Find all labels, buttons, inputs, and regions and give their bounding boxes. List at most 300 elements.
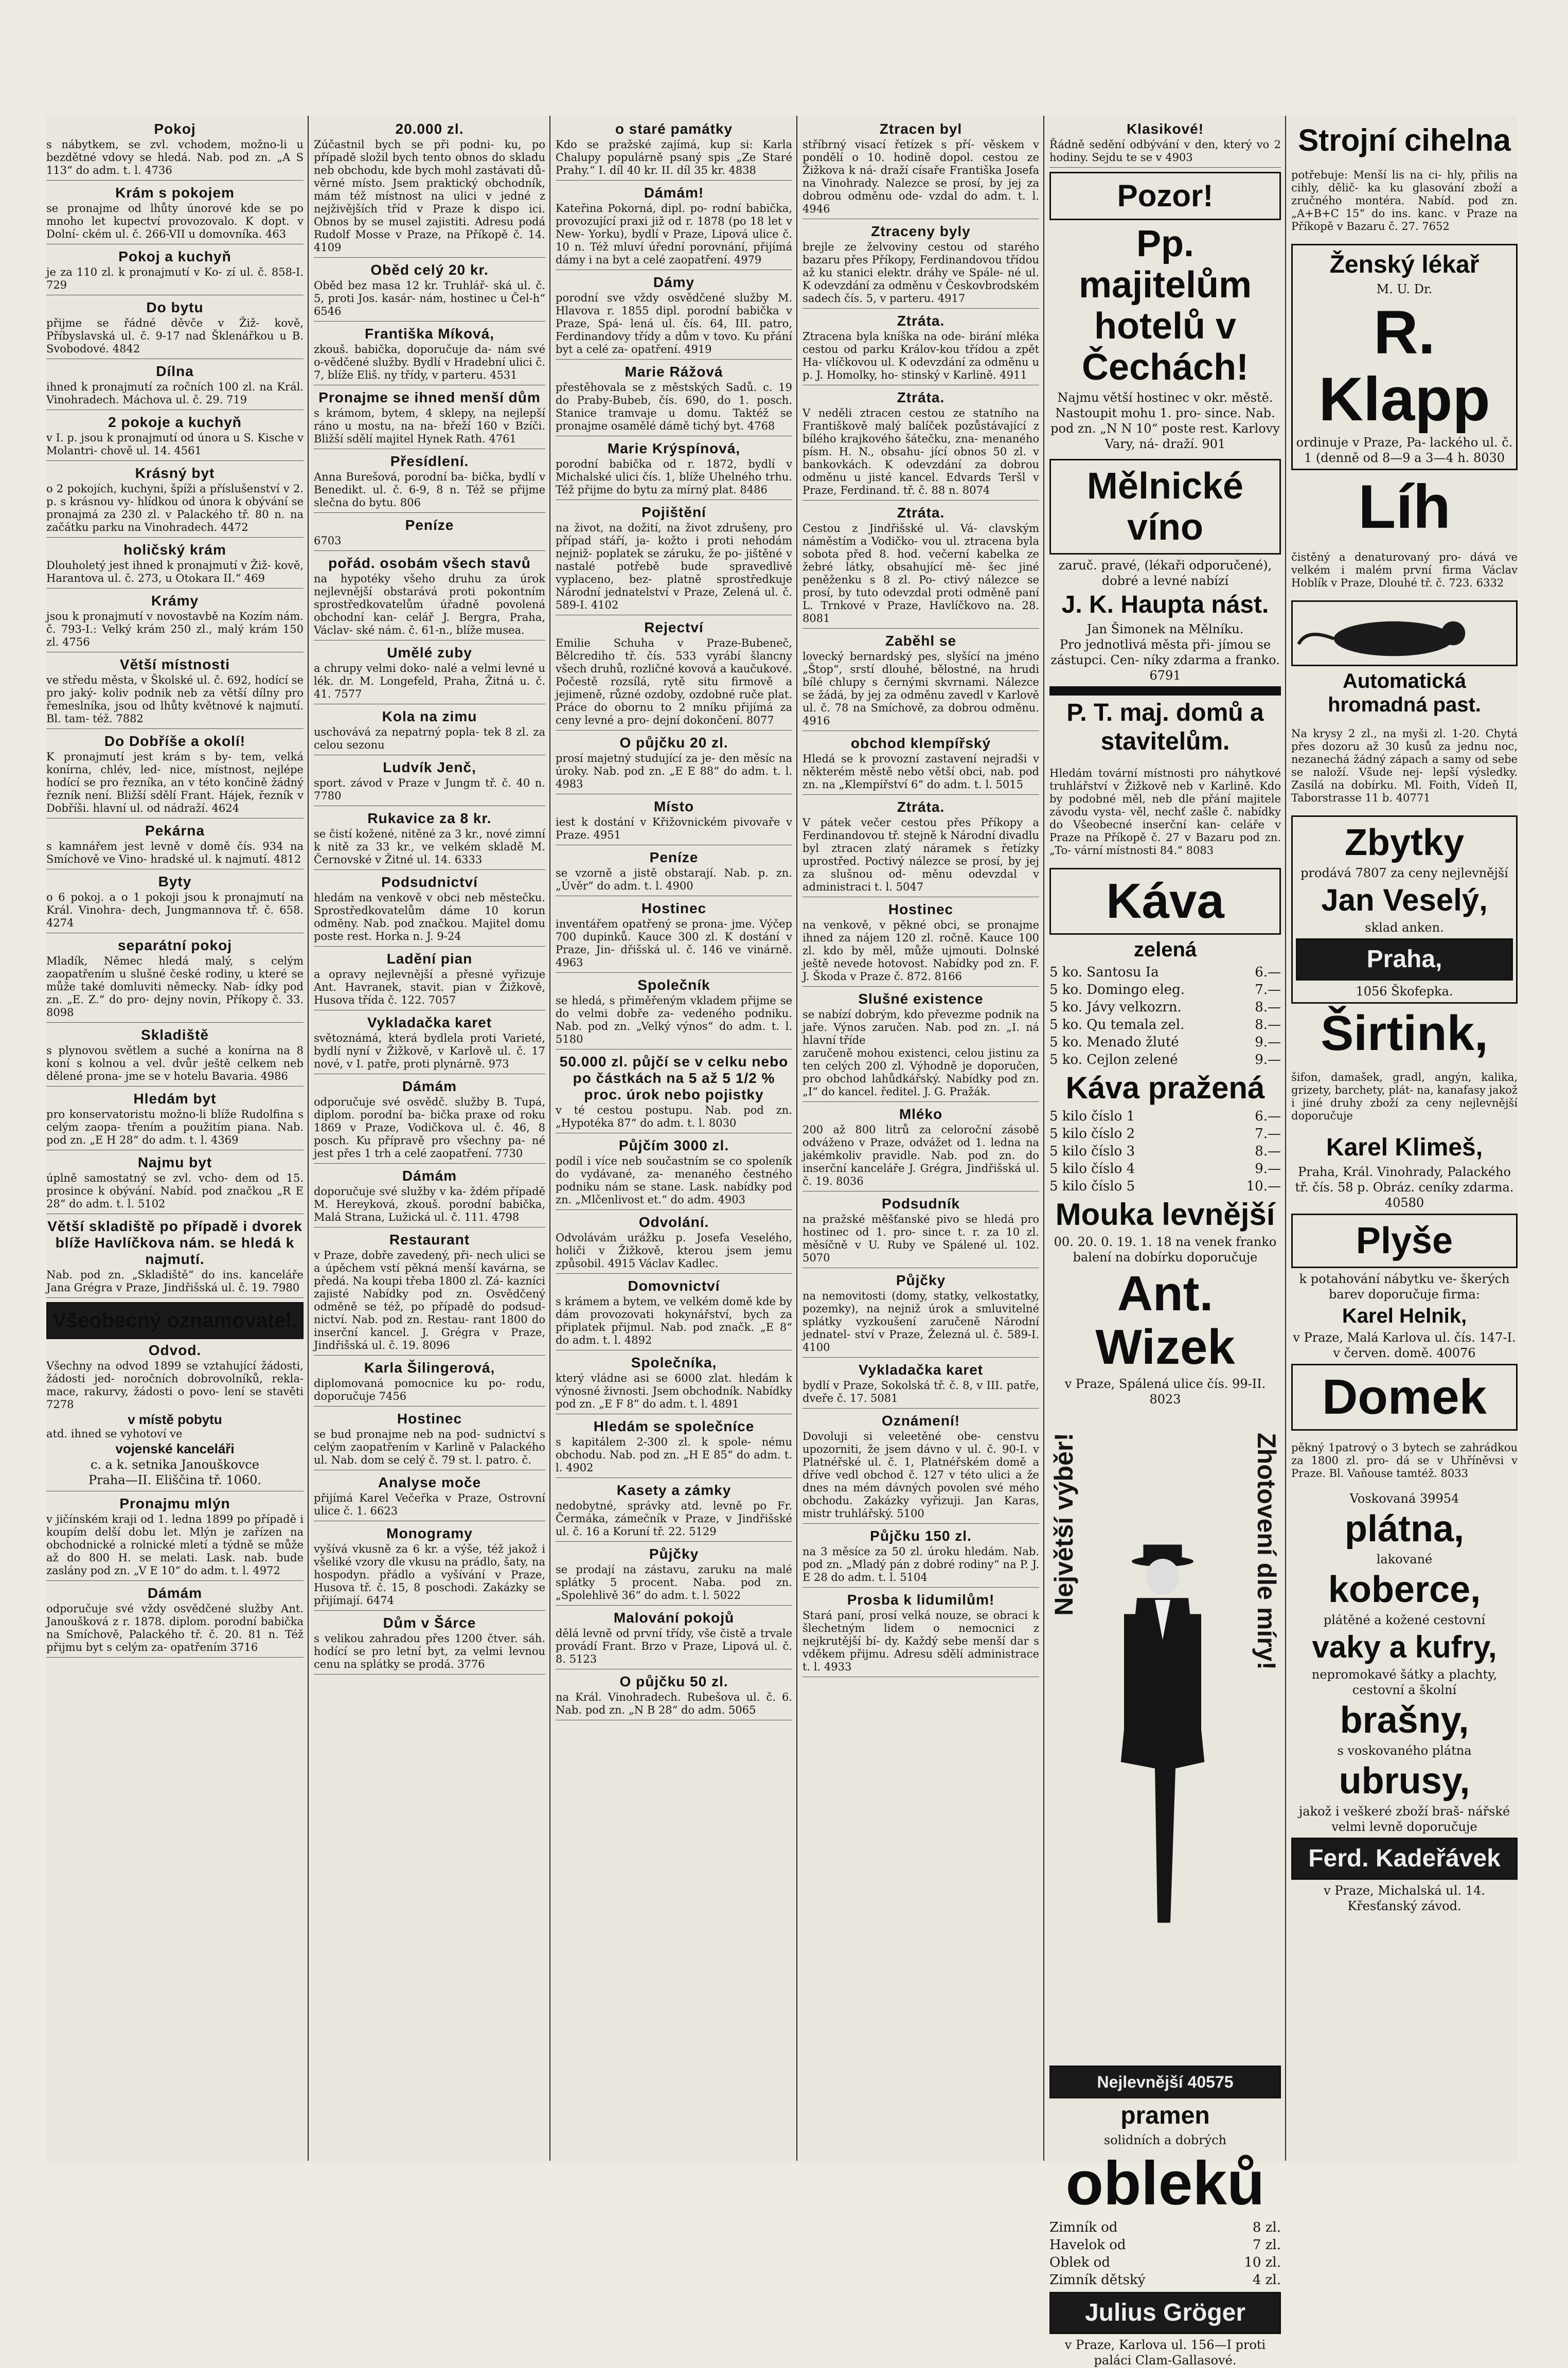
ad-text: stříbrný visací řetízek s pří- věskem v pondělí o 10. hodině dopol. cestou ze Žižkova k ná- draží císaře Františka Josefa na Vinohrady. Nalezce se prosí, by jej za dobrou odměnu ode- vzdal do adm. t. l. 4946: [803, 138, 1039, 215]
agency-banner: [46, 1302, 304, 1339]
ad-text: s krámom, bytem, 4 sklepy, na nejlepší ráno u mostu, na na- břeží 160 v Bzíči. Bližší sdělí majitel Hynek Rath. 4761: [314, 407, 545, 445]
ad-text: v I. p. jsou k pronajmutí od února u S. Kische v Molantri- chově ul. 14. 4561: [46, 432, 304, 457]
ad-text: s nábytkem, se zvl. vchodem, možno-li u bezdětné vdovy se hledá. Nab. pod zn. „A S 113“ do adm. t. l. 4736: [46, 138, 304, 176]
item-price: 8.—: [1255, 1000, 1281, 1015]
clothes-price-list: [1049, 2219, 1281, 2289]
ad-title: O půjčku 50 zl.: [619, 1673, 728, 1689]
ad-text: Odvolávám urážku p. Josefa Veselého, holiči v Žižkově, kterou jsem jemu způsobil. 4915 Václav Kadlec.: [556, 1232, 792, 1270]
ad-title: Vykladačka karet: [858, 1362, 984, 1378]
ad-title: Prosba k lidumilům!: [847, 1592, 995, 1608]
classified-ad: [46, 542, 304, 589]
ad-text: uschovává za nepatrný popla- tek 8 zl. za celou sezonu: [314, 726, 545, 751]
classified-ad: [556, 619, 792, 731]
ad-title: Dámy: [653, 274, 695, 290]
classified-ad: [803, 799, 1039, 897]
ad-text: Nab. pod zn. „Skladiště“ do ins. kanceláře Jana Grégra v Praze, Jindřišská ul. č. 19. 7980: [46, 1269, 304, 1294]
doctor-title: Ženský lékař: [1329, 251, 1480, 278]
ad-text: Kdo se pražské zajímá, kup si: Karla Chalupy populárně psaný spis „Ze Staré Prahy.“ I. díl 40 kr. II. díl 35 kr. 4838: [556, 138, 792, 176]
ad-title: Větší skladiště po případě i dvorek blíže Havlíčkova nám. se hledá k najmutí.: [47, 1218, 302, 1267]
ad-title: Byty: [158, 874, 192, 889]
classified-ad: [314, 1014, 545, 1074]
classified-ad: [46, 121, 304, 181]
ad-text: v té cestou postupu. Nab. pod zn. „Hypotéka 87“ do adm. t. l. 8030: [556, 1104, 792, 1129]
coffee-row: [1049, 981, 1281, 999]
item-price: 7 zl.: [1252, 2237, 1281, 2253]
koberce-pre: lakované: [1376, 1552, 1433, 1566]
classified-ad: [314, 326, 545, 385]
ad-title: Oběd celý 20 kr.: [370, 262, 489, 278]
ad-text: o 6 pokoj. a o 1 pokoji jsou k pronajmutí na Král. Vinohra- dech, Jungmannova tř. č. 658. 4274: [46, 891, 304, 929]
ad-text: nedobytné, správky atd. levně po Fr. Čermáka, zámečník v Praze, v Jindřišské ul. č. 16 a Koruní tř. 22. 5129: [556, 1500, 792, 1538]
platna-pre: Voskovaná 39954: [1349, 1491, 1459, 1506]
ad-text: 200 až 800 litrů za celoroční zásobě odváženo v Praze, odvážet od 1. ledna na jakémkoliv pravidle. Nab. pod zn. do inserční kanceláře J. Grégra, Jindřišská ul. č. 19. 8036: [803, 1124, 1039, 1187]
ad-title: Hostinec: [888, 901, 954, 917]
ad-title: Dámám: [147, 1585, 203, 1601]
ad-title: Oznámení!: [881, 1413, 960, 1429]
ad-title: Krásný byt: [135, 465, 215, 481]
column-rule: [1043, 116, 1044, 2161]
ad-text: na pražské měšťanské pivo se hledá pro hostinec od 1. pro- since t. r. za 10 zl. měsíčně v U. Ruby ve Spálené ul. 102. 5070: [803, 1213, 1039, 1264]
ad-title: Odvolání.: [638, 1214, 709, 1230]
ad-text: s krámem a bytem, ve velkém domě kde by dám provozovati hokynářství, bych za připlatek přijmul. Nab. pod značk. „E 8“ do adm. t. l. 4892: [556, 1295, 792, 1346]
brick-heading: Strojní cihelna: [1298, 123, 1511, 157]
classified-ad: [314, 1232, 545, 1356]
roast-row: [1049, 1125, 1281, 1143]
ad-title: Marie Rážová: [625, 364, 723, 380]
ad-title: Monogramy: [386, 1525, 473, 1541]
classified-ad: [556, 1278, 792, 1350]
ad-title: Karla Šilingerová,: [364, 1360, 495, 1376]
classified-ad: [556, 1610, 792, 1669]
ad-title: Ztráta.: [897, 799, 945, 815]
divider: [1049, 686, 1281, 696]
ad-title: Půjčky: [896, 1272, 946, 1288]
zbytky-sub: prodává 7807 za ceny nejlevnější: [1300, 866, 1508, 880]
ad-title: 20.000 zl.: [395, 121, 464, 137]
clothes-cheap: Nejlevnější 40575: [1097, 2073, 1234, 2091]
ad-title: Krám s pokojem: [115, 185, 235, 201]
clothing-slogan-right: Zhotovení dle míry!: [1252, 1433, 1281, 1670]
ad-title: Pokoj: [154, 121, 196, 137]
classified-ad: [314, 645, 545, 704]
ad-text: na hypotéky všeho druhu za úrok nejlevnější obstarává proti pokontním sprostředkovatelům úřadně povolená obchodní kan- celář J. Bergra, Praha, Václav- ské nám. č. 61-n., blíže musea.: [314, 573, 545, 636]
coffee-row: [1049, 1034, 1281, 1051]
item-price: 6.—: [1255, 965, 1281, 980]
classified-ad: [46, 656, 304, 729]
ad-text: v Praze, dobře zavedený, při- nech ulici se a úpěchem vstí pěkná menší kavárna, se předá. Na koupi třeba 1800 zl. Zá- kazníci zajisté Nabídky pod zn. Osvědčený odměně se též, po případě do podsud- nictví. Nab. pod zn. Restau- rant 1800 do inserční kancel. J. Grégra v Praze, Jindřišská ul. č. 19. 8096: [314, 1249, 545, 1351]
ad-text: se čistí kožené, nitěné za 3 kr., nové zimní k nitě za 33 kr., ve velkém skladě M. Černovské v Žitné ul. 14. 6333: [314, 828, 545, 866]
kad-text: jakož i veškeré zboží braš- nářské velmi levně doporučuje: [1298, 1804, 1510, 1834]
classified-ad: [46, 1027, 304, 1087]
vesely-name: Jan Veselý,: [1321, 883, 1488, 917]
classified-ad: [803, 991, 1039, 1102]
wine-company: J. K. Haupta nást.: [1061, 591, 1269, 618]
classified-ad: [46, 299, 304, 359]
classified-ad: [46, 937, 304, 1023]
ad-text: zaručeně mohou existenci, celou jistinu za ten celých 200 zl. Výhodně je doporučen, pro obchod lahůdkářský. Nabídky pod zn. „I“ do kancel. ředitel. J. G. Pražák.: [803, 1047, 1039, 1098]
item-label: 5 kilo číslo 2: [1049, 1126, 1135, 1142]
ad-text: odporučuje své vždy osvědčené služby Ant. Janoušková z r. 1878. diplom. porodní babička na Smíchově, Palackého tř. č. 20. 81 n. Též přijmu byt s celým za- opatřením 3716: [46, 1603, 304, 1653]
ad-title: holičský krám: [123, 542, 226, 558]
classified-ad: [556, 735, 792, 794]
coffee-row: [1049, 1051, 1281, 1069]
ad-text: světoznámá, která bydlela proti Varieté, bydlí nyní v Žižkově, v Karlově ul. č. 17 nové, v I. patře, proti plynárně. 973: [314, 1032, 545, 1070]
ad-text: se nabízí dobrým, kdo převezme podnik na jaře. Výnos zaručen. Nab. pod zn. „I. ná hlavní tříde: [803, 1008, 1039, 1046]
ad-text: lovecký bernardský pes, slyšící na jméno „Štop“, srstí dlouhé, bělostné, na hrudi bílé chlupy s černými skvrnami. Nálezce se žádá, by jej za odměnu zavedl v Karlově ul. č. 78 na Smíchově, za dobrou odměnu. 4916: [803, 650, 1039, 727]
ad-title: Ztracen byl: [879, 121, 963, 137]
classified-ad: [556, 364, 792, 436]
helnik-address: v Praze, Malá Karlova ul. čís. 147-I. v červen. domě. 40076: [1293, 1330, 1516, 1360]
classified-ad: [46, 414, 304, 461]
classified-ad: [314, 874, 545, 947]
ad-title: Kola na zimu: [382, 708, 477, 724]
ad-title: separátní pokoj: [118, 937, 232, 953]
ad-title: Umělé zuby: [387, 645, 472, 661]
ad-title: Do Dobříše a okolí!: [104, 733, 246, 749]
column-3: [556, 121, 792, 2161]
ad-title: Restaurant: [389, 1232, 470, 1248]
praha-label: Praha,: [1366, 946, 1442, 973]
agency-title: Všeobecný oznamovatel.: [52, 1309, 297, 1332]
item-label: 5 kilo číslo 3: [1049, 1144, 1135, 1159]
ad-text: dělá levně od první třídy, vše čistě a trvale provádí Frant. Brzo v Praze, Lipová ul. č. 8. 5123: [556, 1627, 792, 1665]
ad-title: Slušné existence: [858, 991, 984, 1007]
classified-ad: [556, 504, 792, 615]
classified-ad: [803, 1413, 1039, 1524]
ad-title: Domovnictví: [628, 1278, 720, 1294]
flour-heading: Mouka levnější: [1055, 1197, 1275, 1232]
classified-ad: [556, 1054, 792, 1133]
classified-ad: [314, 1615, 545, 1675]
lih-text: čistěný a denaturovaný pro- dává ve velkém i malém první firma Václav Hoblík v Praze, Dlouhé tř. č. 723. 6332: [1291, 551, 1518, 589]
column-2: [314, 121, 545, 2161]
ad-title: Hledám byt: [133, 1091, 217, 1107]
ad-text: přijme se řádné děvče v Žiž- kově, Příbyslavská ul. č. 9-17 nad Šklenářkou u B. Svobodové. 4842: [46, 317, 304, 355]
column-6: [1291, 121, 1518, 2161]
classified-ad: [556, 1418, 792, 1478]
ad-text: brejle ze želvoviny cestou od starého bazaru přes Příkopy, Ferdinandovou třídou až ku stanici elektr. dráhy ve Spále- né ul. K odevzdání za odměnu v Českovbrodském sadech čís. 5, v parteru. 4917: [803, 241, 1039, 305]
classified-ad: [314, 262, 545, 322]
classified-ad: [803, 505, 1039, 629]
ad-title: Pronajme se ihned menší dům: [318, 389, 541, 405]
kufry-heading: vaky a kufry,: [1312, 1630, 1497, 1664]
ad-title: 2 pokoje a kuchyň: [108, 414, 242, 430]
coffee-heading: Káva: [1106, 874, 1224, 929]
plyse-box: [1291, 1214, 1518, 1268]
coffee-row: [1049, 1016, 1281, 1034]
roast-row: [1049, 1108, 1281, 1125]
classified-ad: [314, 555, 545, 640]
item-price: 7.—: [1255, 982, 1281, 998]
klimes-address: Praha, Král. Vinohrady, Palackého tř. čís. 58 p. Obráz. ceníky zdarma. 40580: [1295, 1165, 1514, 1210]
ad-text: Cestou z Jindřišské ul. Vá- clavským náměstím a Vodičko- vou ul. ztracena byla sobota před 8. hod. večerní kabelka ze žebré látky, obsahující mě- šec jiné peněženku s 8 zl. Po- ctivý nálezce se prosí, by tuto odevzdal proti odměně paní L. Trnkové v Praze, Havlíčkovo na. 28. 8081: [803, 522, 1039, 625]
ad-title: Rejectví: [644, 619, 704, 635]
ad-title: Zaběhl se: [885, 633, 957, 649]
ad-title: Klasikové!: [1126, 121, 1204, 137]
item-label: Zimník dětský: [1049, 2272, 1146, 2288]
ad-text: ve středu města, v Školské ul. č. 692, hodící se pro jaký- koliv podnik neb za větší dílny pro řemeslníka, jsou od lhůty květnové k najmutí. Bl. tam- též. 7882: [46, 674, 304, 725]
item-price: 4 zl.: [1252, 2272, 1281, 2288]
doctor-name: R. Klapp: [1318, 298, 1490, 434]
classified-ad: [556, 440, 792, 500]
ad-text: s velikou zahradou přes 1200 čtver. sáh. hodící se pro letní byt, za velmi levnou cenu na splátky se prodá. 3776: [314, 1632, 545, 1670]
classified-ad: [46, 1218, 304, 1298]
classified-list: [46, 121, 304, 1298]
ad-text: 6703: [314, 535, 342, 547]
ad-title: Pojištění: [642, 504, 706, 520]
price-row: [1049, 2236, 1281, 2254]
doctor-text: ordinuje v Praze, Pa- lackého ul. č. 1 (denně od 8—9 a 3—4 h. 8030: [1296, 435, 1513, 465]
coffee-row: [1049, 964, 1281, 981]
classified-ad: [46, 1154, 304, 1214]
clothes-banner: [1049, 2066, 1281, 2098]
ad-title: Ztráta.: [897, 389, 945, 405]
ad-text: Stará paní, prosí velká nouze, se obraci k šlechetným lidem o nemocnici z nejkrutější bí- dy. Každý sebe menší dar s vděkem přijmu. Adresu sdělí administrace t. l. 4933: [803, 1609, 1039, 1673]
classified-ad: [803, 1528, 1039, 1588]
classified-ad: [803, 223, 1039, 309]
helnik-name: Karel Helnik,: [1342, 1305, 1467, 1327]
roast-heading: Káva pražená: [1065, 1071, 1265, 1105]
ad-title: 50.000 zl. půjčí se v celku nebo po částkách na 5 až 5 1/2 % proc. úrok nebo pojistky: [559, 1054, 789, 1102]
doctor-box: [1291, 244, 1518, 470]
classified-ad: [46, 874, 304, 933]
ad-text: Kateřina Pokorná, dipl. po- rodní babička, provozující praxi již od r. 1878 (po 18 let v New- Yorku), bydlí v Praze, Lipová ulice č. 10 n. Též mluví úřední porovnání, přijímá dámy i na byt a celé zaopatření. 4979: [556, 202, 792, 266]
ad-text: K pronajmutí jest krám s by- tem, velká konírna, chlév, led- nice, místnost, nejlépe hodící se pro řezníka, an v této končině žádný řezník není. Bližší sdělí Frant. Hájek, řezník v Dobříši. hlavní ul. od nádraží. 4624: [46, 751, 304, 814]
classified-ad: [46, 1585, 304, 1658]
ad-title: Pekárna: [145, 823, 205, 839]
classified-ad: [556, 977, 792, 1049]
item-price: 10.—: [1246, 1179, 1281, 1194]
ad-text: jsou k pronajmutí v novostavbě na Kozím nám. č. 793-I.: Velký krám 250 zl., malý krám 150 zl. 4756: [46, 610, 304, 648]
ad-text: se prodají na zástavu, zaruku na malé splátky 5 procent. Naba. pod zn. „Spolehlivě 36“ do adm. t. l. 5022: [556, 1563, 792, 1601]
classified-ad: [556, 121, 792, 181]
ad-title: Přesídlení.: [390, 453, 469, 469]
groger-address: v Praze, Karlova ul. 156—I proti paláci Clam-Gallasové.: [1064, 2338, 1266, 2367]
item-label: 5 kilo číslo 1: [1049, 1109, 1135, 1124]
domek-heading: Domek: [1322, 1369, 1487, 1425]
ad-title: Analyse moče: [378, 1474, 482, 1490]
ad-title: Společníka,: [631, 1355, 717, 1370]
ad-text: přijímá Karel Večeřka v Praze, Ostrovní ulice č. 1. 6623: [314, 1492, 545, 1517]
doctor-sub: M. U. Dr.: [1376, 282, 1433, 296]
ad-title: Dům v Šárce: [383, 1615, 476, 1631]
classified-ad: [314, 951, 545, 1010]
column-1: [46, 121, 304, 2161]
column-rule: [549, 116, 550, 2161]
item-label: 5 ko. Cejlon zelené: [1049, 1052, 1178, 1067]
ad-text: o 2 pokojích, kuchyni, špíži a příslušenství v 2. p. s krásnou vy- hlídkou od února k obývání se pronajmá za 230 zl. v Palackého tř. 80 n. na začátku parku na Vinohradech. 4472: [46, 483, 304, 533]
vesely-sub: sklad anken.: [1365, 920, 1444, 935]
sirtink-text: šifon, damašek, gradl, angýn, kalika, grizety, barchety, plát- na, kanafasy jakož i jiné druhy zboží za ceny nejlevnější doporučuje: [1291, 1071, 1518, 1122]
pozor-box: [1049, 172, 1281, 220]
ad-text: na život, na dožití, na život zdrušeny, pro případ stáří, ja- kožto i proti nehodám nejniž- poplatek se záruku, že po- jištěné v nastalé potřebě bude spravedlivě vyplaceno, bez- platně sprostředkuje Národní jednatelství v Praze, Zelená ul. č. 589-I. 4102: [556, 522, 792, 611]
classified-ad: [314, 517, 545, 551]
hotel-text: Najmu větší hostinec v okr. městě. Nastoupit mohu 1. pro- since. Nab. pod zn. „N N 10“ poste rest. Karlovy Vary, ná- draží. 901: [1050, 390, 1280, 451]
classified-ad: [314, 1168, 545, 1227]
ad-title: Ztráta.: [897, 505, 945, 521]
ad-text: na 3 měsíce za 50 zl. úroku hledám. Nab. pod zn. „Mladý pán z dobré rodiny“ na P. J. E 28 do adm. t. l. 5104: [803, 1545, 1039, 1583]
ad-text: Emilie Schuha v Praze-Bubeneč, Bělcrediho tř. čís. 533 vyrábí šlancny všech druhů, rozličné kovová a kaučukové. Počestě rozsílá, rytě situ firmově a jejimeně, různé ozdoby, ozdobné ruče plat. Práce do obornu to 2 mníku přijímá za ceny levné a pro- dejní dokončení. 8077: [556, 637, 792, 726]
clothing-illustration: [1049, 1412, 1281, 2060]
groger-banner: [1049, 2292, 1281, 2334]
clothes-solid: solidních a dobrých: [1103, 2133, 1227, 2147]
ad-text: na venkově, v pěkné obci, se pronajme ihned za nájem 120 zl. ročně. Kauce 100 zl. kdo by měl, může ujmouti. Dolnské ještě nevede hotovost. Nabídky pod zn. F. J. Škoda v Praze č. 872. 8166: [803, 919, 1039, 983]
ad-title: Společník: [637, 977, 710, 993]
ad-text: Hledá se k provozní zastavení nejradši v některém městě nebo větší obci, nab. pod zn. na „Klempířství 6“ do adm. t. l. 5015: [803, 753, 1039, 791]
kad-address: v Praze, Michalská ul. 14. Křesťanský závod.: [1324, 1883, 1485, 1913]
classified-ad: [556, 274, 792, 360]
ad-text: bydlí v Praze, Sokolská tř. č. 8, v III. patře, dveře č. 17. 5081: [803, 1379, 1039, 1404]
ad-title: Místo: [653, 798, 694, 814]
price-row: [1049, 2254, 1281, 2271]
classified-ad: [46, 593, 304, 652]
item-label: Oblek od: [1049, 2255, 1110, 2270]
classified-ad: [556, 798, 792, 845]
koberce-heading: koberce,: [1328, 1569, 1481, 1610]
ad-title: Podsudnictví: [381, 874, 478, 890]
ad-text: Dlouholetý jest ihned k pronajmutí v Žiž- kově, Harantova ul. č. 273, u Otokara II.“ 469: [46, 559, 304, 584]
classified-ad: [46, 823, 304, 869]
plyse-heading: Plyše: [1356, 1220, 1453, 1261]
trap-box: [1291, 600, 1518, 666]
ad-title: Ludvík Jenč,: [383, 759, 476, 775]
classified-ad: [314, 810, 545, 870]
ad-text: V pátek večer cestou přes Příkopy a Ferdinandovou tř. stejně k Národní divadlu byl ztracen zlatý náramek s řetízky uprostřed. Poctivý nálezce se prosí, by jej za slušnou od- měnu odevzdal v administraci t. l. 5047: [803, 816, 1039, 893]
item-label: 5 ko. Santosu Ia: [1049, 965, 1159, 980]
ad-title: pořád. osobám všech stavů: [328, 555, 531, 571]
plyse-text: k potahování nábytku ve- škerých barev doporučuje firma:: [1299, 1272, 1510, 1302]
ad-text: Dovoluji si veleetěné obe- censtvu upozorniti, že jsem dávno v ul. č. 90-I. v Platnéřské ul. č. 1, Platnéřském domě a dříve vedl obchod č. 127 v této ulici a že dnes na mém dávných povolen své mého obchodu. Zakázky vyřizuji. Jan Karas, mistr truhlářský. 5100: [803, 1430, 1039, 1520]
brasny-pre: nepromokavé šátky a plachty, cestovní a školní: [1311, 1667, 1498, 1697]
item-label: 5 kilo číslo 5: [1049, 1179, 1135, 1194]
ad-title: Dámám: [402, 1078, 457, 1094]
ad-text: a opravy nejlevnější a přesné vyřizuje Ant. Havranek, stavit. pian v Žižkově, Husova třída č. 122. 7057: [314, 968, 545, 1006]
lih-heading: Líh: [1358, 472, 1451, 541]
brasny-heading: brašny,: [1340, 1700, 1469, 1741]
price-row: [1049, 2219, 1281, 2236]
ad-text: se pronajme od lhůty únorové kde se po mnoho let kupectví provozovalo. K dopt. v Dolní- ckém ul. č. 266-VII u domovníka. 463: [46, 202, 304, 240]
trap-text: Na krysy 2 zl., na myši zl. 1-20. Chytá přes dozoru až 30 kusů za jednu noc, nezanechá žádný zápach a samy od sebe se naloží. Všude nej- lepší výsledky. Zasílá na dobírku. Ml. Foith, Vídeň II, Taborstrasse 11 b. 40771: [1291, 727, 1518, 804]
classified-ad: [803, 1106, 1039, 1191]
ad-text: a chrupy velmi doko- nalé a velmi levné u lék. dr. M. Longefeld, Praha, Žitná u. č. 41. 7577: [314, 662, 545, 700]
classified-ad: [556, 185, 792, 270]
ad-text: Mladík, Němec hledá malý, s celým zaopatřením u slušné české rodiny, u které se může také domluviti německy. Nab- ídky pod zn. „E. Z.“ do pro- dejny novin, Příkopy č. 33. 8098: [46, 955, 304, 1019]
classified-ad: [314, 1078, 545, 1164]
wizek-name: Ant. Wizek: [1095, 1266, 1235, 1375]
coffee-row: [1049, 999, 1281, 1016]
ad-text: úplně samostatný se zvl. vcho- dem od 15. prosince k obývání. Nabíd. pod značkou „R E 28“ do adm. t. l. 5102: [46, 1172, 304, 1210]
classified-ad: [803, 901, 1039, 987]
ad-title: Marie Krýspínová,: [607, 440, 741, 456]
classified-ad: [556, 1482, 792, 1542]
ad-text: ihned k pronajmutí za ročních 100 zl. na Král. Vinohradech. Máchova ul. č. 29. 719: [46, 381, 304, 406]
ad-title: Krámy: [151, 593, 199, 609]
ad-text: s kapitálem 2-300 zl. k spole- nému obchodu. Nab. pod zn. „H E 85“ do adm. t. l. 4902: [556, 1436, 792, 1474]
ad-text: zkouš. babička, doporučuje da- nám své o-vědčené služby. Bydlí v Hradební ulici č. 7, blíže Eliš. ny třídy, v parteru. 4531: [314, 343, 545, 381]
classified-ad: [314, 1360, 545, 1406]
ad-title: Peníze: [405, 517, 454, 533]
ad-text: hledám na venkově v obci neb městečku. Sprostředkovatelům dáme 10 korun odměny. Nab. pod značkou. Majitel domu poste rest. Horka n. J. 9-24: [314, 892, 545, 942]
ad-title: Ztraceny byly: [871, 223, 971, 239]
classified-ad: [46, 248, 304, 295]
classified-ad: [46, 733, 304, 818]
ad-text: odporučuje své osvědč. služby B. Tupá, diplom. porodní ba- bička praxe od roku 1869 v Praze, Vodičkova ul. č. 46, 8 posch. Ku přípravě pro všechny pa- né jest přes 1 trh a celé zaopatření. 7730: [314, 1096, 545, 1160]
ad-text: atd. ihned se vyhotoví ve: [46, 1428, 183, 1440]
classified-ad: [314, 1411, 545, 1470]
classified-list: [803, 121, 1039, 1677]
ad-text: s plynovou světlem a suché a konírna na 8 koní s kolnou a vel. dvůr ještě celkem neb dělené prona- jme se v hotelu Bavaria. 4986: [46, 1044, 304, 1082]
clothes-pramen: pramen: [1120, 2102, 1210, 2129]
ad-text: na Král. Vinohradech. Rubešova ul. č. 6. Nab. pod zn. „N B 28“ do adm. 5065: [556, 1691, 792, 1716]
ad-text: Zúčastnil bych se při podni- ku, po případě složil bych tento obnos do skladu neb obchodu, kde bych mohl zastávati dů- věrné místo. Jsem praktický obchodník, mám též místnost na ulici v jedné z nejživějších tříd v Praze k dispo ici. Obnos by se musel zajistiti. Adresu podá Rudolf Mosse v Praze, na Příkopě č. 14. 4109: [314, 138, 545, 254]
clothing-slogan-left: Největší výběr!: [1049, 1433, 1078, 1616]
kad-name: Ferd. Kadeřávek: [1308, 1845, 1501, 1872]
ad-text: Oběd bez masa 12 kr. Truhlář- ská ul. č. 5, proti Jos. kasár- nám, hostinec u Čel-h“ 6546: [314, 279, 545, 317]
classified-ad: [803, 389, 1039, 501]
classified-ad: [314, 1525, 545, 1611]
item-label: 5 ko. Menado žluté: [1049, 1035, 1179, 1050]
ubrusy-heading: ubrusy,: [1339, 1760, 1470, 1802]
ad-text: Anna Burešová, porodní ba- bička, bydlí v Benedikt. ul. č. 6-9, 8 n. Též se přijme slečna do bytu. 806: [314, 471, 545, 509]
classified-list: [314, 121, 545, 1675]
coffee-price-list: [1049, 964, 1281, 1069]
klimes-name: Karel Klimeš,: [1326, 1134, 1483, 1161]
column-4: [803, 121, 1039, 2161]
classified-ad: [314, 759, 545, 806]
builder-text: Hledám tovární místnosti pro náhytkové truhlářství v Žižkově neb v Karlině. Kdo by podobné měl, neb dle přání majitele závodu vysta- věl, nechť zašle č. nabídky do Všeobecné inserční kan- celáře v Praze na Příkopě č. 27 v Bazaru pod zn. „To- vární místnosti 84.“ 8083: [1049, 767, 1281, 857]
item-price: 8.—: [1255, 1144, 1281, 1159]
classified-ad: [314, 708, 545, 755]
classified-ad: [803, 1592, 1039, 1677]
column-rule: [308, 116, 309, 2161]
ad-title: Kasety a zámky: [616, 1482, 732, 1498]
praha-banner: [1296, 938, 1513, 981]
ad-title: Peníze: [649, 849, 699, 865]
ad-title: Najmu byt: [137, 1154, 212, 1170]
classified-ad: [314, 453, 545, 513]
hotel-heading: Pp. majitelům hotelů v Čechách!: [1078, 223, 1252, 388]
ad-signature: c. a k. setnika Janouškovce: [90, 1457, 260, 1472]
classified-ad: [803, 313, 1039, 385]
wine-text: Pro jednotlivá města při- jímou se zástupci. Cen- níky zdarma a franko. 6791: [1050, 637, 1280, 683]
clothes-big: obleků: [1065, 2149, 1265, 2218]
ad-text: je za 110 zl. k pronajmutí v Ko- zí ul. č. 858-I. 729: [46, 266, 304, 291]
classified-ad: [556, 1214, 792, 1274]
zbytky-heading: Zbytky: [1344, 822, 1465, 863]
ad-text: přestěhovala se z městských Sadů. c. 19 do Praby-Bubeb, čís. 690, do 1. posch. Stanice tramvaje u domu. Taktéž se pronajme osamělé dámě tichý byt. 4768: [556, 381, 792, 432]
ad-address: Praha—II. Eliščina tř. 1060.: [88, 1473, 262, 1487]
ad-text: porodní sve vždy osvědčené služby M. Hlavova r. 1855 dipl. porodní babička v Praze, Spá- lená ul. čís. 64, III. patro, Ferdinandovy třídy a dům v tovo. Ku přání byt a celé za- opatření. 4919: [556, 292, 792, 355]
ad-title: Ladění pian: [386, 951, 473, 967]
ubrusy-pre: s voskovaného plátna: [1337, 1743, 1472, 1758]
ad-text: v jičínském kraji od 1. ledna 1899 po případě i koupím delší dobu let. Mlýn je zařízen na obchodnické a rolnické mletí a týdně se může až do 800 H. se melati. Lask. nab. bude zaslány pod zn. „V E 10“ do adm. t. l. 4972: [46, 1513, 304, 1577]
classified-ad: [46, 465, 304, 538]
roast-row: [1049, 1178, 1281, 1195]
column-rule: [796, 116, 797, 2161]
ad-text: s kamnářem jest levně v domě čís. 934 na Smíchově ve Vino- hradské ul. k najmutí. 4812: [46, 840, 304, 865]
classified-ad: [314, 121, 545, 258]
sirtink-heading: Širtink,: [1321, 1006, 1488, 1061]
item-price: 9.—: [1255, 1035, 1281, 1050]
classified-ad: [803, 1196, 1039, 1268]
classified-ad: [46, 1091, 304, 1150]
pozor-heading: Pozor!: [1117, 179, 1214, 213]
rat-icon: [1296, 605, 1513, 662]
classified-ad: [556, 849, 792, 896]
classified-ad: [46, 363, 304, 410]
ad-title: Půjčím 3000 zl.: [618, 1137, 729, 1153]
ad-title: Půjčku 150 zl.: [870, 1528, 972, 1544]
